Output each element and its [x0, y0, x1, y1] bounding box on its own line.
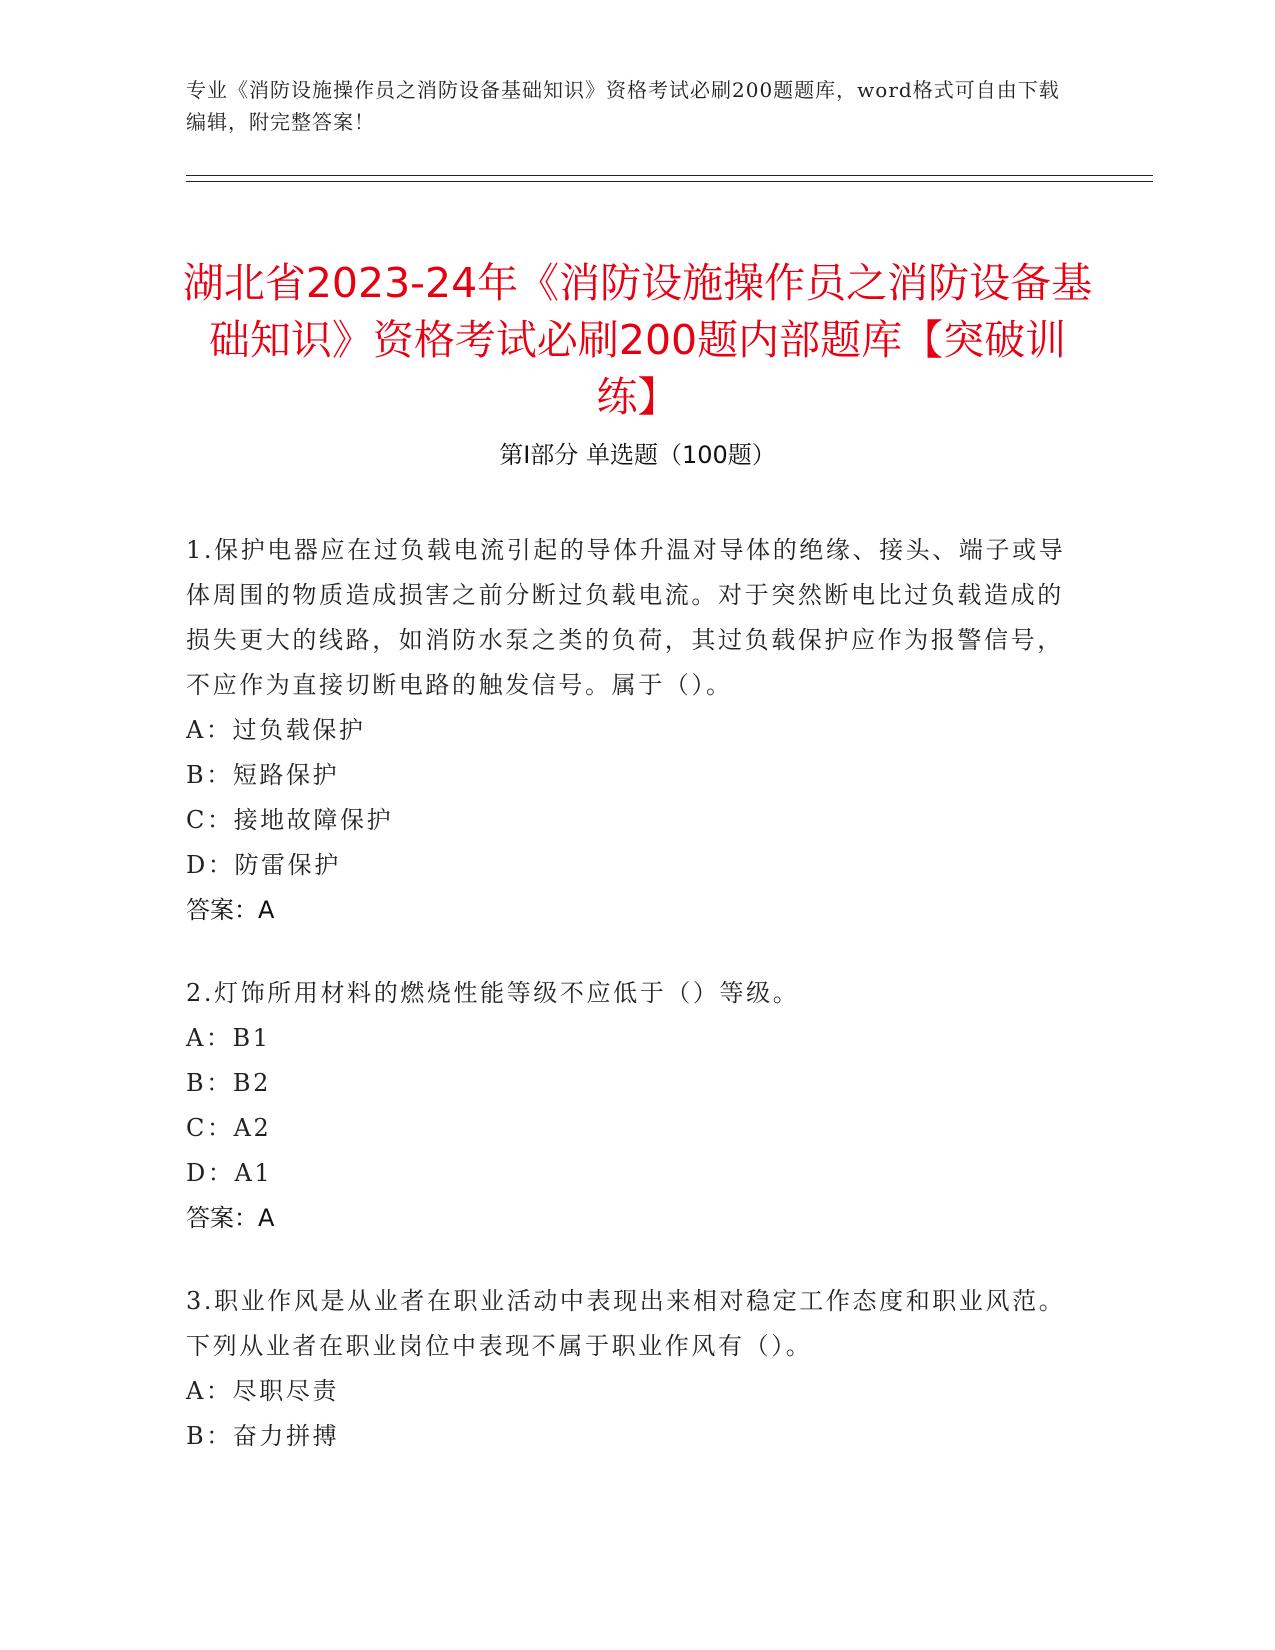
question-2 — [186, 971, 1071, 1241]
question-stem: 3.职业作风是从业者在职业活动中表现出来相对稳定工作态度和职业风范。下列从业者在职业岗位中表现不属于职业作风有（）。 — [186, 1287, 1066, 1360]
option-c: C：接地故障保护 — [186, 806, 394, 834]
question-list — [186, 528, 1071, 1497]
document-title: 湖北省2023-24年《消防设施操作员之消防设备基础知识》资格考试必刷200题内部题库【突破训练】 — [182, 259, 1093, 422]
header-note: 专业《消防设施操作员之消防设备基础知识》资格考试必刷200题题库，word格式可自由下载编辑，附完整答案！ — [186, 78, 1060, 134]
option-b: B：奋力拼搏 — [186, 1422, 340, 1450]
answer: 答案：A — [186, 896, 275, 924]
option-a: A：尽职尽责 — [186, 1377, 339, 1405]
option-a: A：B1 — [186, 1024, 271, 1052]
question-stem: 2.灯饰所用材料的燃烧性能等级不应低于（）等级。 — [186, 979, 800, 1007]
question-stem: 1.保护电器应在过负载电流引起的导体升温对导体的绝缘、接头、端子或导体周围的物质造成损害之前分断过负载电流。对于突然断电比过负载造成的损失更大的线路，如消防水泵之类的负荷，其过负载保护应作为报警信号，不应作为直接切断电路的触发信号。属于（）。 — [186, 536, 1066, 699]
section-heading: 第Ⅰ部分 单选题（100题） — [499, 441, 776, 469]
answer: 答案：A — [186, 1204, 275, 1232]
question-3 — [186, 1279, 1071, 1459]
header-divider-bottom — [186, 181, 1153, 182]
question-1 — [186, 528, 1071, 933]
option-b: B：短路保护 — [186, 761, 340, 789]
option-c: C：A2 — [186, 1114, 272, 1142]
option-b: B：B2 — [186, 1069, 271, 1097]
header-divider-top — [186, 175, 1153, 176]
option-a: A：过负载保护 — [186, 716, 366, 744]
option-d: D：A1 — [186, 1159, 273, 1187]
option-d: D：防雷保护 — [186, 851, 341, 879]
